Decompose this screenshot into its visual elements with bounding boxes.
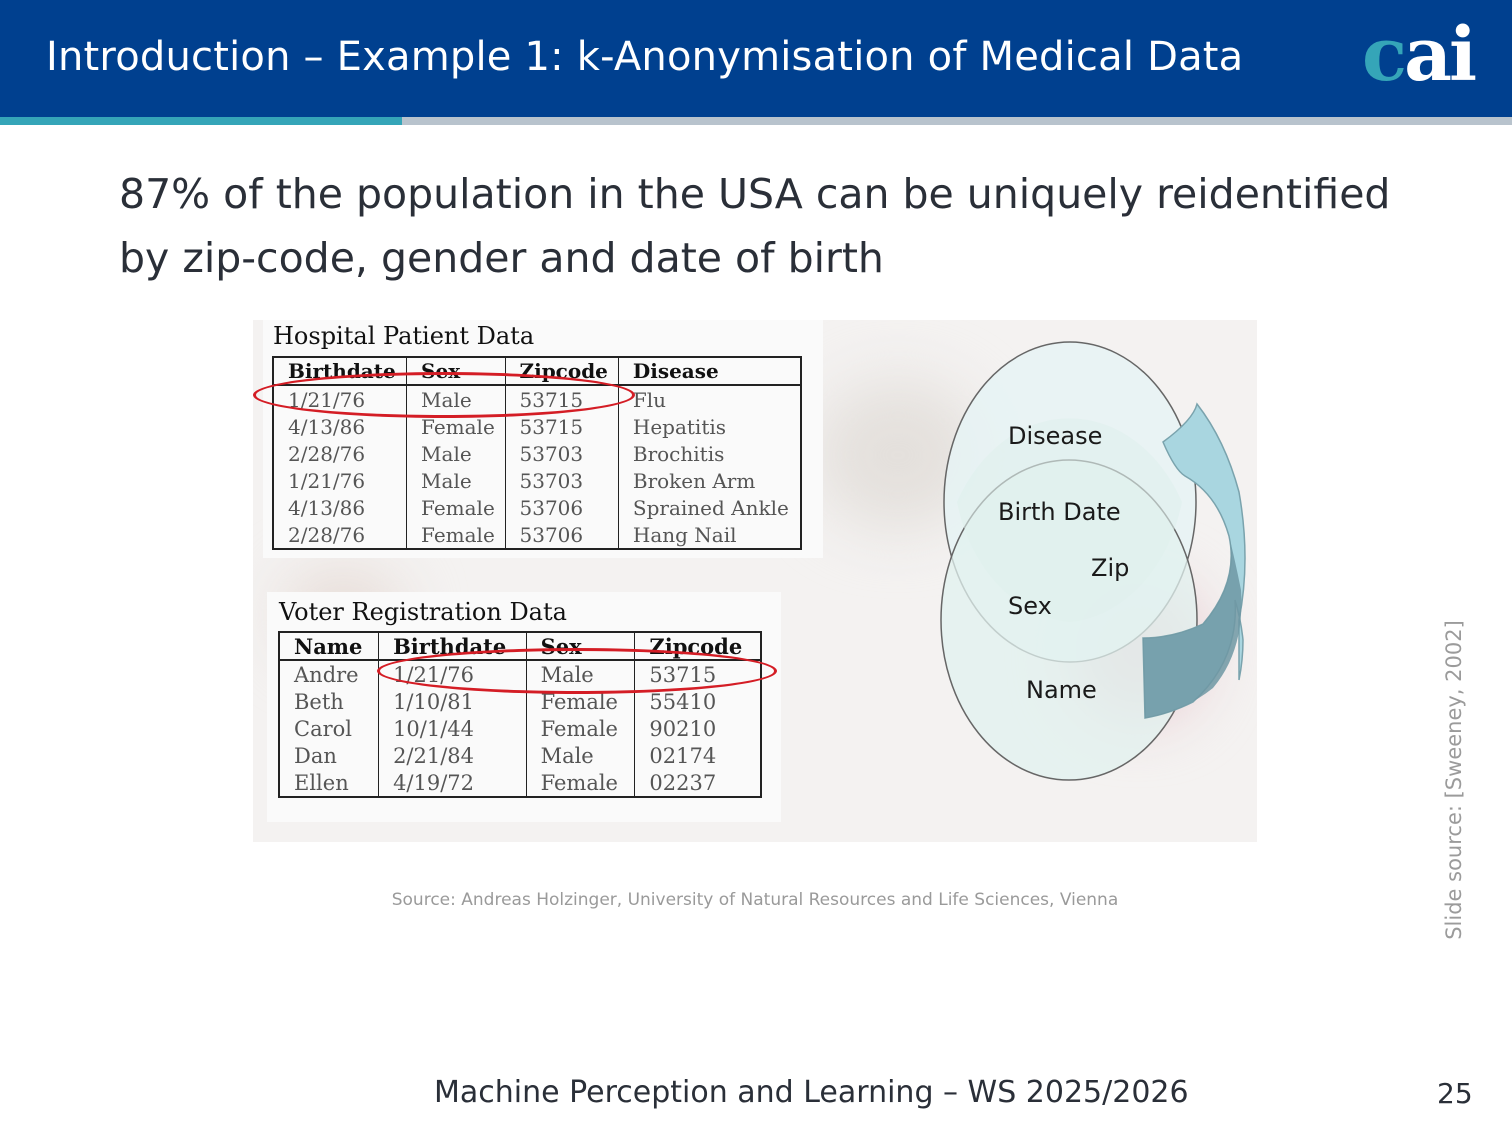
venn-label-zip: Zip — [1091, 554, 1130, 582]
venn-label-birth-date: Birth Date — [998, 498, 1121, 526]
cell-sex: Male — [526, 742, 635, 769]
cell-zipcode: 02174 — [649, 743, 717, 768]
cell-zipcode: 53703 — [505, 467, 618, 494]
cell-birthdate: 2/28/76 — [273, 521, 407, 549]
venn-label-sex: Sex — [1008, 592, 1052, 620]
column-header: Sex — [526, 632, 635, 660]
hospital-table-title: Hospital Patient Data — [273, 322, 535, 350]
cell-birthdate: 4/13/86 — [273, 494, 407, 521]
cell-birthdate: 1/21/76 — [273, 385, 407, 413]
cell-name: Dan — [279, 742, 379, 769]
accent-band-teal — [0, 117, 402, 125]
cell-name: Ellen — [279, 769, 379, 797]
column-header: Disease — [618, 357, 801, 385]
cell-zipcode: 53715 — [505, 413, 618, 440]
cell-birthdate: 4/13/86 — [273, 413, 407, 440]
cell-zipcode: 53706 — [505, 521, 618, 549]
cell-birthdate: 2/28/76 — [273, 440, 407, 467]
column-header: Birthdate — [273, 357, 407, 385]
cell-sex: Female — [407, 521, 505, 549]
cell-birthdate: 10/1/44 — [379, 715, 527, 742]
cell-zipcode: 53715 — [649, 662, 717, 687]
cell-sex: Female — [407, 494, 505, 521]
accent-band-grey — [402, 117, 1512, 125]
column-header: Sex — [407, 357, 505, 385]
slide-header — [0, 0, 1512, 117]
cai-logo — [1362, 12, 1475, 98]
column-header: Zipcode — [635, 632, 761, 660]
page-number: 25 — [1437, 1077, 1473, 1110]
cell-name: Andre — [279, 660, 379, 688]
venn-label-name: Name — [1026, 676, 1097, 704]
cell-sex: Male — [407, 385, 505, 413]
logo-letter-c: c — [1362, 12, 1405, 98]
lead-statement: 87% of the population in the USA can be uniquely reidentified by zip-code, gender and date of birth — [119, 170, 1391, 282]
column-header: Birthdate — [379, 632, 527, 660]
cell-birthdate: 1/21/76 — [273, 467, 407, 494]
column-header: Zipcode — [505, 357, 618, 385]
slide-source-note: Slide source: [Sweeney, 2002] — [1442, 620, 1466, 940]
cell-birthdate: 4/19/72 — [379, 769, 527, 797]
venn-label-disease: Disease — [1008, 422, 1103, 450]
cell-name: Carol — [279, 715, 379, 742]
logo-letters-ai: ai — [1404, 12, 1475, 98]
anonymisation-figure — [253, 320, 1257, 842]
cell-name: Beth — [279, 688, 379, 715]
cell-sex: Female — [526, 688, 635, 715]
cell-sex: Female — [407, 413, 505, 440]
cell-birthdate: 1/10/81 — [379, 688, 527, 715]
cell-zipcode: 02237 — [649, 770, 717, 795]
cell-sex: Male — [407, 440, 505, 467]
cell-sex: Male — [407, 467, 505, 494]
cell-birthdate: 2/21/84 — [379, 742, 527, 769]
cell-sex: Male — [526, 660, 635, 688]
cell-zipcode: 90210 — [649, 716, 717, 741]
cell-zipcode: 55410 — [649, 689, 717, 714]
cell-zipcode: 53703 — [505, 440, 618, 467]
cell-sex: Female — [526, 769, 635, 797]
slide-title: Introduction – Example 1: k-Anonymisation of Medical Data — [46, 34, 1244, 80]
cell-disease: Broken Arm — [632, 468, 756, 493]
cell-disease: Sprained Ankle — [632, 495, 789, 520]
cell-disease: Flu — [632, 387, 667, 412]
voter-table-title: Voter Registration Data — [279, 598, 567, 626]
cell-disease: Hang Nail — [632, 522, 737, 547]
cell-disease: Hepatitis — [632, 414, 727, 439]
cell-zipcode: 53706 — [505, 494, 618, 521]
cell-birthdate: 1/21/76 — [379, 660, 527, 688]
footer-course-title: Machine Perception and Learning – WS 2025/2026 — [434, 1075, 1189, 1110]
cell-sex: Female — [526, 715, 635, 742]
column-header: Name — [279, 632, 379, 660]
cell-zipcode: 53715 — [505, 385, 618, 413]
cell-disease: Brochitis — [632, 441, 725, 466]
figure-caption: Source: Andreas Holzinger, University of Natural Resources and Life Sciences, Vienna — [391, 890, 1119, 910]
